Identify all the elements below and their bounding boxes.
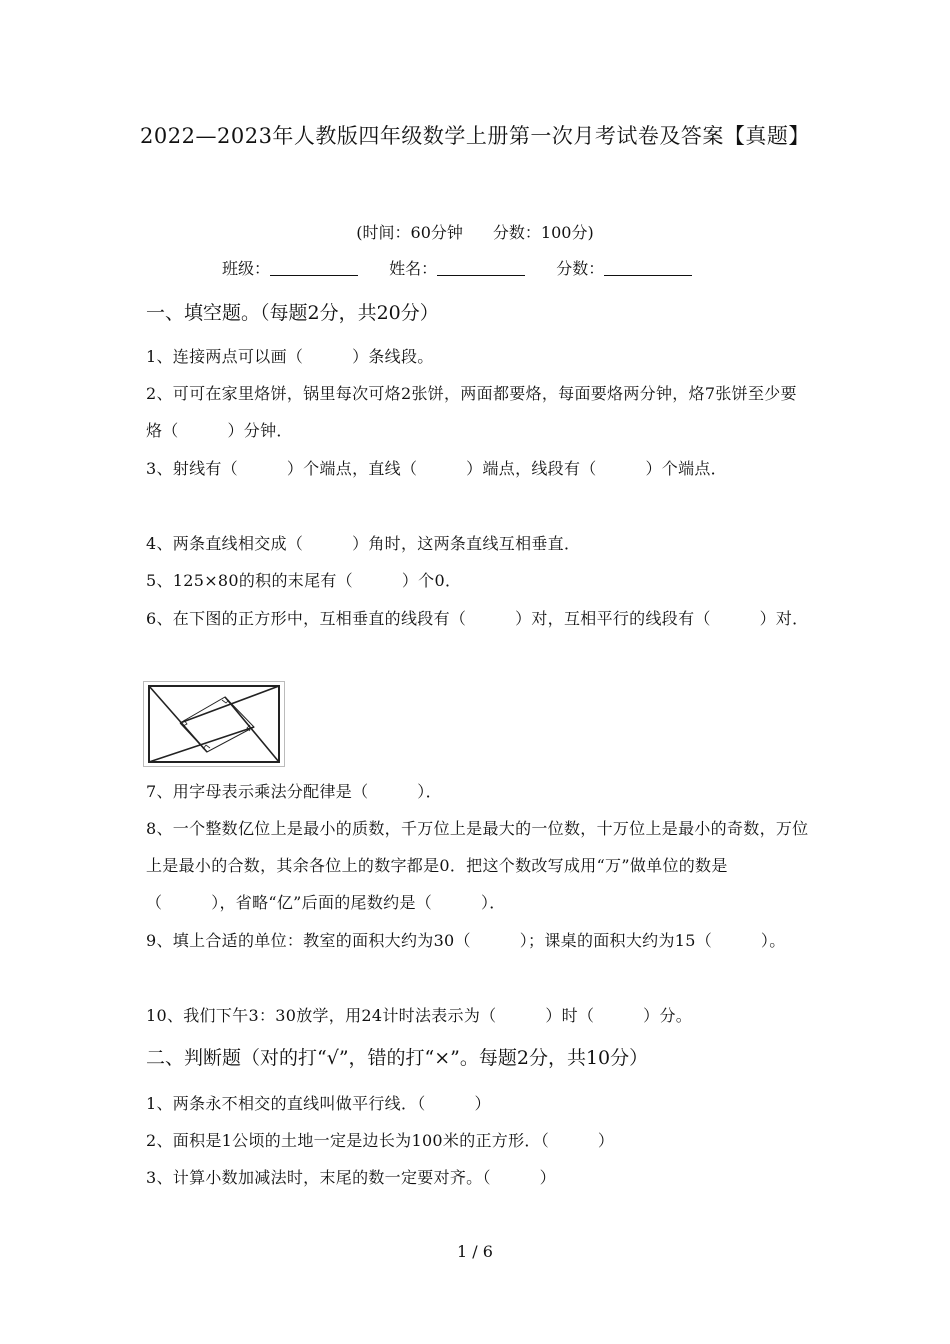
score-label: 分数： xyxy=(556,259,605,278)
page-number: 1 / 6 xyxy=(457,1242,493,1261)
total-score: 分数：100分) xyxy=(492,223,594,242)
outer-rectangle xyxy=(149,686,279,762)
section-1-heading: 一、填空题。（每题2分，共20分） xyxy=(146,302,439,324)
section-2-heading: 二、判断题（对的打“√”，错的打“×”。每题2分，共10分） xyxy=(146,1047,649,1069)
question-2-3: 3、计算小数加减法时，末尾的数一定要对齐。（ ） xyxy=(146,1168,556,1187)
question-1-5: 5、125×80的积的末尾有（ ）个0． xyxy=(146,571,462,590)
question-1-10: 10、我们下午3：30放学，用24计时法表示为（ ）时（ ）分。 xyxy=(146,1006,693,1025)
question-1-2: 2、可可在家里烙饼，锅里每次可烙2张饼，两面都要烙，每面要烙两分钟，烙7张饼至少要烙（ ）分钟． xyxy=(146,384,797,440)
square-diagram-figure xyxy=(143,681,285,767)
exam-meta xyxy=(0,220,950,243)
score-blank xyxy=(604,259,692,276)
diagonal-line-4 xyxy=(149,727,254,762)
name-label: 姓名： xyxy=(389,259,438,278)
question-2-1: 1、两条永不相交的直线叫做平行线．（ ） xyxy=(146,1094,491,1113)
question-1-7: 7、用字母表示乘法分配律是（ ）． xyxy=(146,782,442,801)
diagonal-line-2 xyxy=(180,686,279,723)
question-1-6: 6、在下图的正方形中，互相垂直的线段有（ ）对，互相平行的线段有（ ）对． xyxy=(146,609,809,628)
time-limit: (时间：60分钟 xyxy=(356,223,463,242)
question-1-4: 4、两条直线相交成（ ）角时，这两条直线互相垂直． xyxy=(146,534,581,553)
name-blank xyxy=(437,259,525,276)
question-1-9: 9、填上合适的单位：教室的面积大约为30（ ）；课桌的面积大约为15（ ）。 xyxy=(146,931,786,950)
figure-frame xyxy=(144,682,285,767)
question-1-3: 3、射线有（ ）个端点，直线（ ）端点，线段有（ ）个端点． xyxy=(146,459,727,478)
question-1-1: 1、连接两点可以画（ ）条线段。 xyxy=(146,347,434,366)
student-info-fields xyxy=(222,256,718,279)
class-field xyxy=(222,256,358,279)
diagonal-line-3 xyxy=(225,697,279,762)
class-label: 班级： xyxy=(222,259,271,278)
question-2-2: 2、面积是1公顷的土地一定是边长为100米的正方形．（ ） xyxy=(146,1131,615,1150)
inner-square xyxy=(180,697,254,752)
question-1-8: 8、一个整数亿位上是最小的质数，千万位上是最大的一位数，十万位上是最小的奇数，万位上是最小的合数，其余各位上的数字都是0．把这个数改写成用“万”做单位的数是（ ），省略“亿”后面的尾数约是（ ）． xyxy=(146,819,809,912)
score-field xyxy=(556,256,692,279)
document-title: 2022—2023年人教版四年级数学上册第一次月考试卷及答案【真题】 xyxy=(140,124,810,148)
name-field xyxy=(389,256,525,279)
class-blank xyxy=(270,259,358,276)
